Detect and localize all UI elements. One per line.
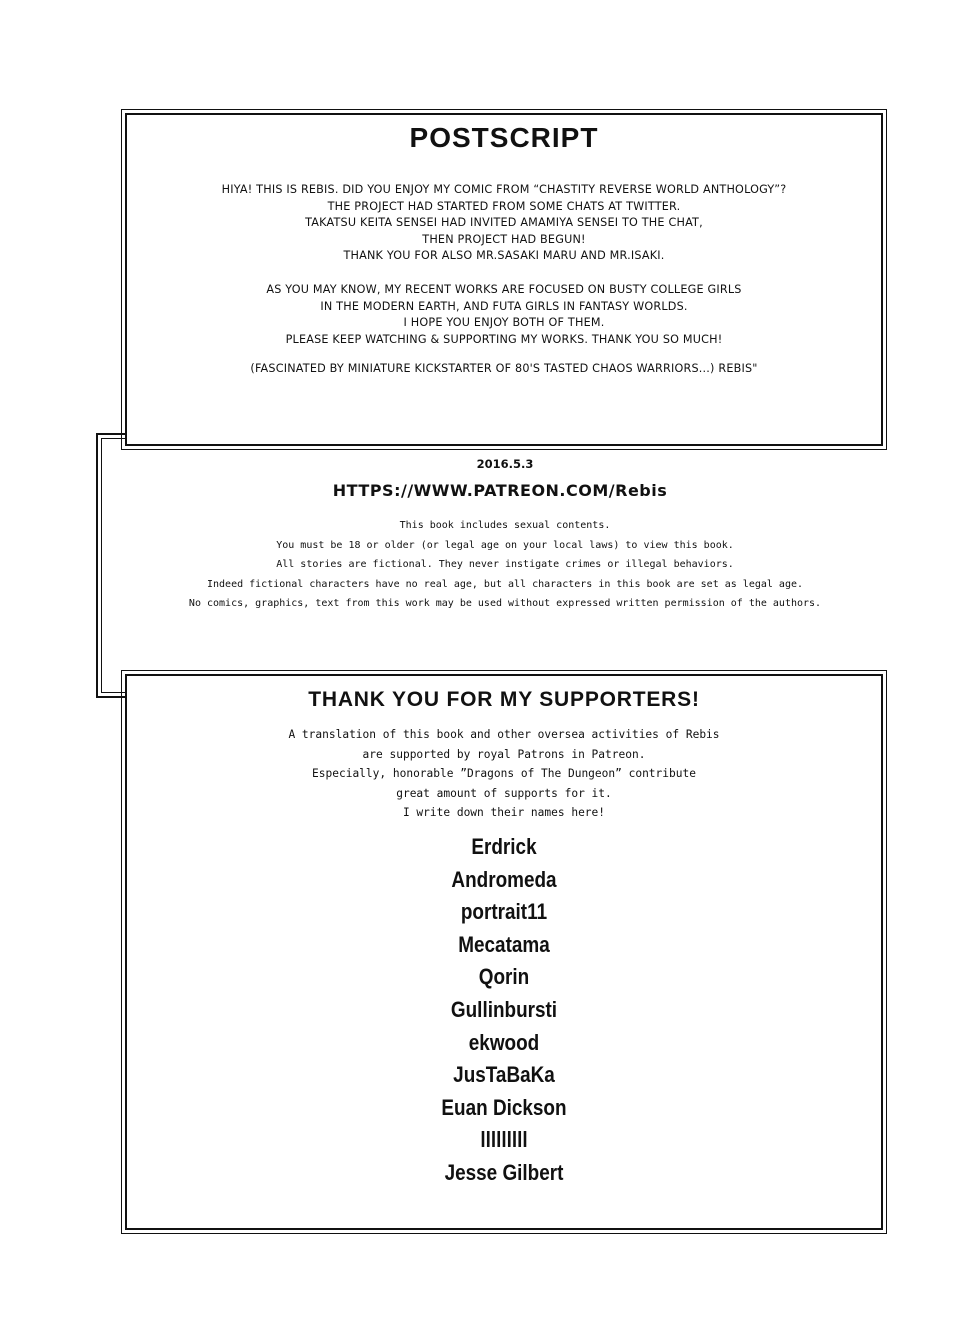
supporter-name: Qorin bbox=[478, 964, 530, 990]
patreon-url[interactable]: HTTPS://WWW.PATREON.COM/Rebis bbox=[332, 481, 668, 500]
postscript-line: THANK YOU FOR ALSO MR.SASAKI MARU AND MR.ISAKI. bbox=[343, 249, 665, 263]
postscript-box bbox=[125, 113, 883, 446]
supporter-name: Mecatama bbox=[458, 931, 550, 957]
postscript-line: PLEASE KEEP WATCHING & SUPPORTING MY WORKS. THANK YOU SO MUCH! bbox=[285, 332, 723, 346]
supporter-name: JusTaBaKa bbox=[453, 1062, 555, 1088]
supporter-name: Jesse Gilbert bbox=[444, 1159, 564, 1185]
disclaimer-line: This book includes sexual contents. bbox=[399, 520, 611, 531]
intro-line: I write down their names here! bbox=[402, 806, 606, 820]
disclaimer-line: All stories are fictional. They never instigate crimes or illegal behaviors. bbox=[276, 559, 734, 571]
intro-line: A translation of this book and other oversea activities of Rebis bbox=[288, 728, 720, 741]
publication-date: 2016.5.3 bbox=[476, 457, 534, 471]
bracket-line-bottom-inner bbox=[101, 692, 126, 693]
disclaimer-line: Indeed fictional characters have no real age, but all characters in this book are set as legal age. bbox=[206, 578, 804, 590]
supporters-intro bbox=[127, 725, 881, 823]
supporter-names-list bbox=[180, 831, 828, 1190]
supporter-name: Andromeda bbox=[451, 866, 557, 892]
postscript-line: TAKATSU KEITA SENSEI HAD INVITED AMAMIYA SENSEI TO THE CHAT, bbox=[305, 216, 703, 230]
postscript-line: IN THE MODERN EARTH, AND FUTA GIRLS IN FANTASY WORLDS. bbox=[320, 299, 688, 313]
supporters-title: THANK YOU FOR MY SUPPORTERS! bbox=[308, 688, 700, 711]
supporter-name: ekwood bbox=[468, 1029, 540, 1055]
supporter-name: Gullinbursti bbox=[450, 996, 558, 1022]
postscript-line: AS YOU MAY KNOW, MY RECENT WORKS ARE FOCUSED ON BUSTY COLLEGE GIRLS bbox=[266, 282, 742, 296]
paragraph-gap bbox=[127, 265, 881, 282]
postscript-title: POSTSCRIPT bbox=[409, 122, 599, 153]
postscript-signoff: (FASCINATED BY MINIATURE KICKSTARTER OF 80'S TASTED CHAOS WARRIORS...) REBIS" bbox=[250, 362, 758, 376]
supporter-name: portrait11 bbox=[460, 899, 548, 925]
bracket-line-top-inner bbox=[101, 438, 126, 439]
supporter-name: lllllllll bbox=[480, 1127, 528, 1153]
intro-line: Especially, honorable ”Dragons of The Dungeon” contribute bbox=[312, 767, 696, 781]
bracket-line-bottom bbox=[96, 696, 126, 698]
postscript-line: THEN PROJECT HAD BEGUN! bbox=[422, 232, 586, 246]
postscript-body bbox=[127, 182, 881, 378]
disclaimer-line: No comics, graphics, text from this work may be used without expressed written permission of the authors. bbox=[188, 598, 822, 610]
disclaimer-line: You must be 18 or older (or legal age on your local laws) to view this book. bbox=[276, 539, 734, 551]
disclaimer bbox=[0, 516, 960, 614]
postscript-line: THE PROJECT HAD STARTED FROM SOME CHATS AT TWITTER. bbox=[327, 199, 681, 213]
postscript-line: HIYA! THIS IS REBIS. DID YOU ENJOY MY COMIC FROM “CHASTITY REVERSE WORLD ANTHOLOGY”? bbox=[221, 183, 787, 196]
intro-line: are supported by royal Patrons in Patreon. bbox=[362, 747, 646, 761]
bracket-line-top bbox=[96, 433, 126, 435]
supporter-name: Erdrick bbox=[471, 834, 537, 859]
postscript-line: I HOPE YOU ENJOY BOTH OF THEM. bbox=[403, 316, 605, 330]
supporter-name: Euan Dickson bbox=[441, 1094, 567, 1120]
intro-line: great amount of supports for it. bbox=[396, 786, 612, 800]
supporters-box bbox=[125, 674, 883, 1230]
